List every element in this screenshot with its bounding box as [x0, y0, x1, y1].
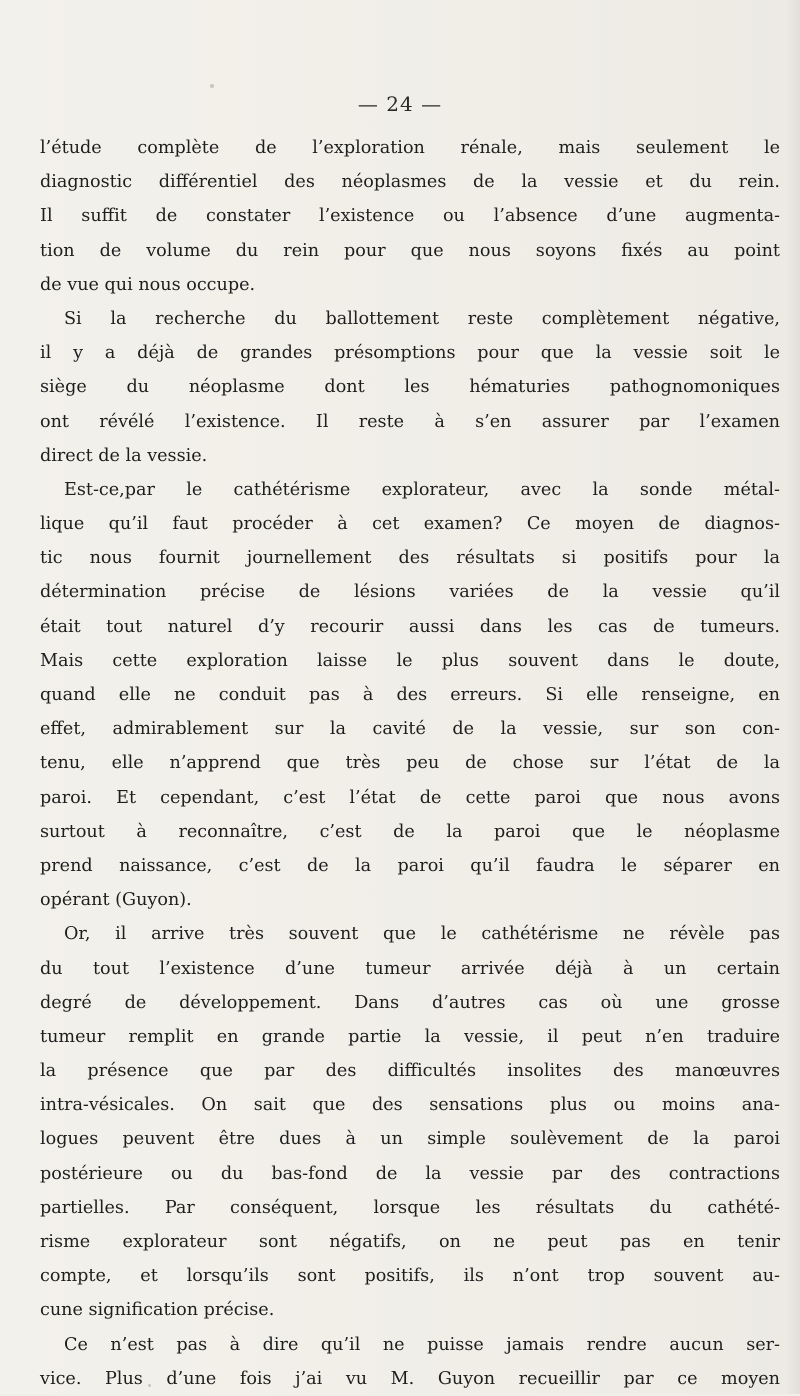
text-line: surtout à reconnaître, c’est de la paroi que le néoplasme: [40, 821, 780, 842]
text-line: effet, admirablement sur la cavité de la vessie, sur son con-: [40, 719, 780, 740]
text-line: logues peuvent être dues à un simple soulèvement de la paroi: [40, 1129, 780, 1150]
text-line: risme explorateur sont négatifs, on ne peut pas en tenir: [40, 1232, 780, 1252]
text-line: lique qu’il faut procéder à cet examen? Ce moyen de diagnos-: [40, 514, 780, 535]
text-line: était tout naturel d’y recourir aussi dans les cas de tumeurs.: [40, 616, 780, 637]
text-line: diagnostic différentiel des néoplasmes de la vessie et du rein.: [40, 172, 780, 193]
text-line: Or, il arrive très souvent que le cathétérisme ne révèle pas: [64, 924, 780, 945]
text-line: ont révélé l’existence. Il reste à s’en assurer par l’examen: [40, 411, 780, 432]
text-line: tion de volume du rein pour que nous soyons fixés au point: [40, 240, 780, 261]
text-line: opérant (Guyon).: [40, 890, 192, 911]
page-number: — 24 —: [357, 92, 443, 116]
text-line: vice. Plus d’une fois j’ai vu M. Guyon recueillir par ce moyen: [40, 1368, 780, 1389]
text-line: quand elle ne conduit pas à des erreurs. Si elle renseigne, en: [40, 685, 780, 705]
text-line: détermination précise de lésions variées de la vessie qu’il: [40, 582, 780, 603]
text-line: tumeur remplit en grande partie la vessie, il peut n’en traduire: [40, 1026, 780, 1047]
text-line: Si la recherche du ballottement reste complètement négative,: [64, 308, 780, 329]
text-line: prend naissance, c’est de la paroi qu’il faudra le séparer en: [40, 855, 780, 876]
text-line: direct de la vessie.: [40, 445, 208, 466]
text-line: du tout l’existence d’une tumeur arrivée déjà à un certain: [40, 958, 780, 979]
text-line: tenu, elle n’apprend que très peu de chose sur l’état de la: [40, 753, 780, 774]
text-line: siège du néoplasme dont les hématuries pathognomoniques: [40, 377, 780, 398]
text-line: postérieure ou du bas-fond de la vessie par des contractions: [40, 1163, 780, 1184]
text-line: Mais cette exploration laisse le plus souvent dans le doute,: [40, 650, 780, 671]
body-text: [40, 131, 780, 1396]
text-line: partielles. Par conséquent, lorsque les résultats du cathété-: [40, 1197, 780, 1218]
paper-speck: [210, 84, 214, 88]
text-line: de vue qui nous occupe.: [40, 274, 256, 295]
text-line: tic nous fournit journellement des résultats si positifs pour la: [40, 548, 780, 569]
text-line: il y a déjà de grandes présomptions pour que la vessie soit le: [40, 343, 780, 364]
text-line: Il suffit de constater l’existence ou l’absence d’une augmenta-: [40, 206, 780, 227]
text-line: compte, et lorsqu’ils sont positifs, ils n’ont trop souvent au-: [40, 1266, 780, 1287]
text-line: intra-vésicales. On sait que des sensations plus ou moins ana-: [40, 1095, 780, 1116]
text-line: paroi. Et cependant, c’est l’état de cette paroi que nous avons: [40, 787, 780, 808]
text-line: cune signification précise.: [40, 1300, 275, 1321]
text-line: Est-ce,par le cathétérisme explorateur, avec la sonde métal-: [64, 479, 780, 500]
text-line: la présence que par des difficultés insolites des manœuvres: [40, 1061, 780, 1082]
text-line: degré de développement. Dans d’autres cas où une grosse: [40, 992, 780, 1013]
text-line: Ce n’est pas à dire qu’il ne puisse jamais rendre aucun ser-: [64, 1334, 780, 1355]
text-line: l’étude complète de l’exploration rénale, mais seulement le: [40, 138, 780, 158]
page-edge-shadow: [786, 0, 800, 1394]
